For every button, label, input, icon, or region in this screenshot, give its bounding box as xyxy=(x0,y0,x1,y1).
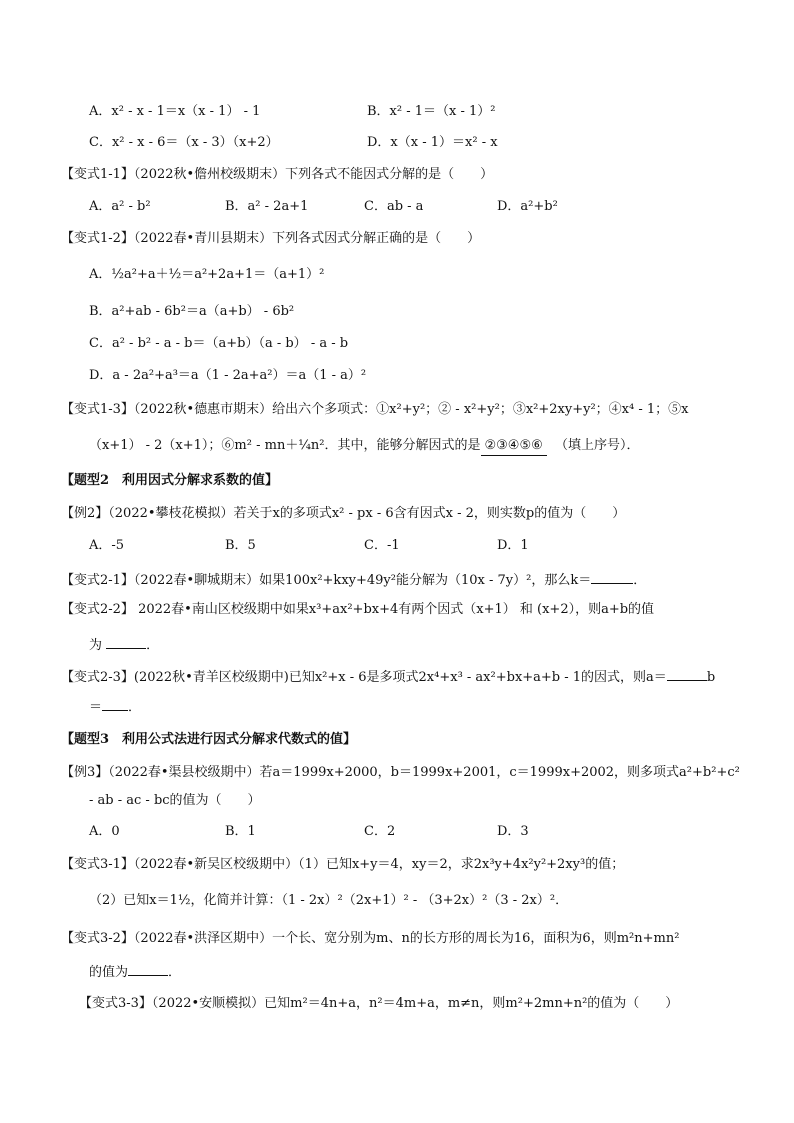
question-v3-1-line2: （2）已知x＝1½，化简并计算：（1 - 2x）²（2x+1）² - （3+2x）²（3 - 2x）²． xyxy=(89,893,569,908)
question-v2-1 xyxy=(61,569,646,590)
v1-2-option-b: B．a²+ab - 6b²＝a（a+b） - 6b² xyxy=(89,304,295,319)
v1-1-option-d: D．a²+b² xyxy=(497,199,558,214)
topic-2-heading: 【题型2 利用因式分解求系数的值】 xyxy=(61,473,279,488)
question-v1-2: 【变式1-2】（2022春•青川县期末）下列各式因式分解正确的是（ ） xyxy=(61,231,481,246)
v2-3-b-label: b xyxy=(706,670,716,685)
option-d: D．x（x - 1）＝x² - x xyxy=(367,135,498,150)
question-v1-3-line2 xyxy=(89,437,640,456)
v2-3-equals: ＝ xyxy=(89,700,103,715)
v1-2-option-d: D．a - 2a²+a³＝a（1 - 2a+a²）＝a（1 - a）² xyxy=(89,368,367,383)
answer-blank xyxy=(591,569,633,584)
v1-3-text-before: （x+1） - 2（x+1）；⑥m² - mn＋¼n²．其中，能够分解因式的是 xyxy=(89,438,481,453)
v2-1-period: ． xyxy=(633,573,647,588)
v1-3-answer: ②③④⑤⑥ xyxy=(481,437,547,456)
ex2-option-b: B．5 xyxy=(225,538,256,553)
v1-1-option-b: B．a² - 2a+1 xyxy=(225,199,309,214)
v1-3-text-after: （填上序号）． xyxy=(555,438,640,453)
question-example-3-line1: 【例3】（2022春•渠县校级期中）若a＝1999x+2000，b＝1999x+2001，c＝1999x+2002，则多项式a²+b²+c² xyxy=(61,765,740,780)
v2-3-period: ． xyxy=(128,700,142,715)
v1-1-option-c: C．ab - a xyxy=(364,199,424,214)
question-v3-2-line2 xyxy=(89,961,181,982)
v1-2-option-c: C．a² - b² - a - b＝（a+b）（a - b） - a - b xyxy=(89,336,349,351)
option-a: A．x² - x - 1＝x（x - 1） - 1 xyxy=(89,104,261,119)
question-v2-2-line1: 【变式2-2】 2022春•南山区校级期中如果x³+ax²+bx+4有两个因式（x+1） 和 (x+2），则a+b的值 xyxy=(61,602,655,617)
v3-2-text: 的值为 xyxy=(89,965,129,980)
ex2-option-c: C．-1 xyxy=(364,538,400,553)
question-v2-3-line2 xyxy=(89,696,141,717)
option-c: C．x² - x - 6＝（x - 3）（x+2） xyxy=(89,135,279,150)
answer-blank xyxy=(106,634,146,649)
v3-2-period: ． xyxy=(168,965,182,980)
question-v3-1-line1: 【变式3-1】（2022春•新吴区校级期中）（1）已知x+y＝4，xy＝2，求2x³y+4x²y²+2xy³的值； xyxy=(61,857,625,872)
answer-blank xyxy=(128,961,168,976)
question-example-2: 【例2】（2022•攀枝花模拟）若关于x的多项式x² - px - 6含有因式x - 2，则实数p的值为（ ） xyxy=(61,506,626,521)
v2-2-period: ． xyxy=(146,638,160,653)
ex2-option-d: D．1 xyxy=(497,538,529,553)
question-v2-2-line2 xyxy=(89,634,159,655)
question-v1-3-line1: 【变式1-3】（2022秋•德惠市期末）给出六个多项式：①x²+y²；② - x²+y²；③x²+2xy+y²；④x⁴ - 1；⑤x xyxy=(61,402,689,417)
topic-3-heading: 【题型3 利用公式法进行因式分解求代数式的值】 xyxy=(61,732,357,747)
ex2-option-a: A．-5 xyxy=(89,538,125,553)
answer-blank-b xyxy=(102,696,128,711)
ex3-option-b: B．1 xyxy=(225,824,256,839)
question-v3-3: 【变式3-3】（2022•安顺模拟）已知m²＝4n+a，n²＝4m+a，m≠n，则m²+2mn+n²的值为（ ） xyxy=(79,996,679,1011)
v1-2-option-a: A．½a²+a＋½＝a²+2a+1＝（a+1）² xyxy=(89,267,325,282)
question-v3-2-line1: 【变式3-2】（2022春•洪泽区期中）一个长、宽分别为m、n的长方形的周长为16，面积为6，则m²n+mn² xyxy=(61,931,680,946)
v2-2-text: 为 xyxy=(89,638,103,653)
question-example-3-line2: - ab - ac - bc的值为（ ） xyxy=(89,793,261,808)
option-b: B．x² - 1＝（x - 1）² xyxy=(367,104,496,119)
question-v1-1: 【变式1-1】（2022秋•儋州校级期末）下列各式不能因式分解的是（ ） xyxy=(61,167,494,182)
ex3-option-c: C．2 xyxy=(364,824,396,839)
v2-1-text: 【变式2-1】（2022春•聊城期末）如果100x²+kxy+49y²能分解为（10x - 7y）²，那么k＝ xyxy=(61,573,592,588)
question-v2-3-line1 xyxy=(61,666,715,687)
v2-3-text: 【变式2-3】(2022秋•青羊区校级期中)已知x²+x - 6是多项式2x⁴+x³ - ax²+bx+a+b - 1的因式，则a＝ xyxy=(61,670,667,685)
v1-1-option-a: A．a² - b² xyxy=(89,199,151,214)
ex3-option-d: D．3 xyxy=(497,824,529,839)
answer-blank-a xyxy=(667,666,707,681)
ex3-option-a: A．0 xyxy=(89,824,120,839)
